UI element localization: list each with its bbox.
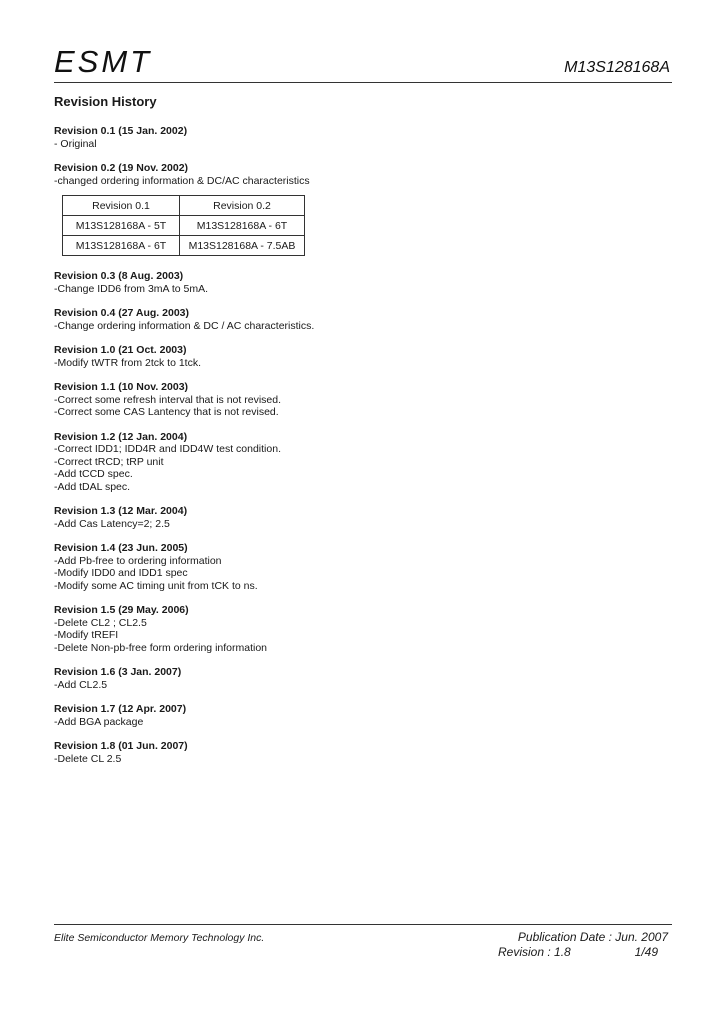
- revision-title: Revision 1.4 (23 Jun. 2005): [54, 542, 188, 554]
- revision-entry: [54, 344, 654, 369]
- revision-title: Revision 1.7 (12 Apr. 2007): [54, 703, 187, 715]
- revision-title: Revision 1.3 (12 Mar. 2004): [54, 505, 188, 517]
- revision-entry: [54, 703, 654, 728]
- table-header-cell: Revision 0.2: [180, 196, 305, 216]
- revision-change: -Modify some AC timing unit from tCK to ns.: [54, 579, 258, 592]
- revision-title: Revision 0.4 (27 Aug. 2003): [54, 307, 189, 319]
- revision-entry: [54, 162, 654, 187]
- revision-change: -Correct some refresh interval that is not revised.: [54, 393, 282, 406]
- revision-change: -Add Pb-free to ordering information: [54, 554, 222, 567]
- revision-change: -changed ordering information & DC/AC characteristics: [54, 174, 310, 187]
- table-cell: M13S128168A - 7.5AB: [180, 236, 305, 256]
- table-header-row: [63, 196, 305, 216]
- revision-title: Revision 1.1 (10 Nov. 2003): [54, 381, 189, 393]
- revision-entry: [54, 604, 654, 654]
- publication-date: Publication Date : Jun. 2007: [517, 930, 668, 944]
- revision-change: -Correct some CAS Lantency that is not revised.: [54, 406, 279, 418]
- revision-title: Revision 1.2 (12 Jan. 2004): [54, 430, 188, 443]
- page-title: Revision History: [54, 94, 157, 109]
- document-revision: Revision : 1.8: [498, 945, 571, 959]
- revision-entry: [54, 542, 654, 592]
- footer-company: Elite Semiconductor Memory Technology Inc.: [54, 932, 265, 944]
- table-cell: M13S128168A - 6T: [63, 236, 180, 256]
- table-cell: M13S128168A - 5T: [63, 216, 180, 236]
- revision-change: -Add CL2.5: [54, 678, 108, 691]
- revision-title: Revision 0.3 (8 Aug. 2003): [54, 270, 184, 282]
- table-row: [63, 216, 305, 236]
- revision-change: -Correct tRCD; tRP unit: [54, 455, 164, 468]
- revision-title: Revision 1.5 (29 May. 2006): [54, 604, 189, 616]
- footer-divider: [54, 924, 672, 925]
- revision-entry: [54, 125, 654, 150]
- part-number: M13S128168A: [564, 59, 670, 76]
- revision-title: Revision 0.1 (15 Jan. 2002): [54, 125, 188, 137]
- revision-change: -Change IDD6 from 3mA to 5mA.: [54, 282, 209, 295]
- table-cell: M13S128168A - 6T: [180, 216, 305, 236]
- revision-change: - Original: [54, 137, 97, 150]
- revision-change: -Add BGA package: [54, 715, 144, 728]
- revision-entry: [54, 381, 654, 419]
- revision-entry: [54, 270, 654, 295]
- revision-change: -Delete CL2 ; CL2.5: [54, 616, 147, 629]
- company-logo: ESMT: [54, 44, 153, 79]
- revision-change: -Modify IDD0 and IDD1 spec: [54, 567, 188, 579]
- revision-title: Revision 1.8 (01 Jun. 2007): [54, 740, 188, 752]
- revision-title: Revision 1.0 (21 Oct. 2003): [54, 344, 187, 356]
- revision-list: [54, 125, 654, 777]
- revision-change: -Modify tWTR from 2tck to 1tck.: [54, 356, 202, 369]
- revision-entry: [54, 431, 654, 494]
- page-number: 1/49: [634, 945, 658, 959]
- revision-change: -Modify tREFI: [54, 629, 119, 641]
- revision-change: -Delete CL 2.5: [54, 752, 122, 765]
- revision-entry: [54, 740, 654, 765]
- table-row: [63, 236, 305, 256]
- revision-change: -Delete Non-pb-free form ordering information: [54, 641, 268, 654]
- revision-title: Revision 0.2 (19 Nov. 2002): [54, 162, 189, 174]
- part-number-change-table: [62, 195, 305, 256]
- revision-entry: [54, 666, 654, 691]
- table-header-cell: Revision 0.1: [63, 196, 180, 216]
- revision-change: -Add tDAL spec.: [54, 480, 131, 493]
- revision-title: Revision 1.6 (3 Jan. 2007): [54, 666, 182, 678]
- revision-change: -Correct IDD1; IDD4R and IDD4W test condition.: [54, 443, 281, 455]
- revision-change: -Change ordering information & DC / AC characteristics.: [54, 319, 315, 332]
- revision-change: -Add tCCD spec.: [54, 468, 133, 480]
- header-divider: [54, 82, 672, 83]
- revision-entry: [54, 505, 654, 530]
- revision-change: -Add Cas Latency=2; 2.5: [54, 517, 170, 530]
- revision-entry: [54, 307, 654, 332]
